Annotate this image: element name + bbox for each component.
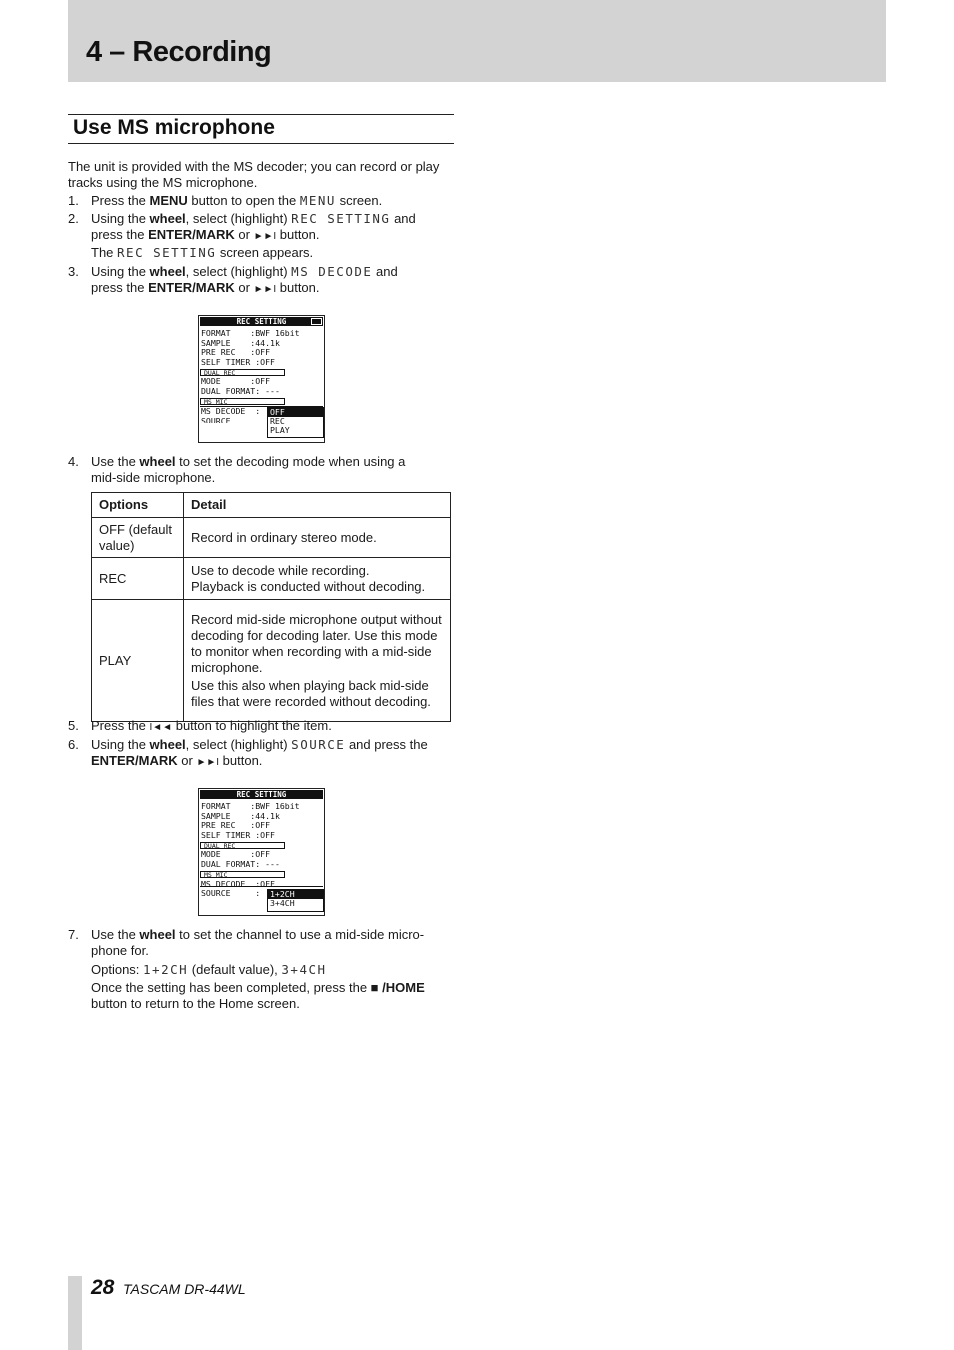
table-row	[92, 558, 451, 600]
step-7-done: Once the setting has been completed, press the ■ /HOME	[91, 980, 425, 995]
step-2-text-line2: press the ENTER/MARK or ►►I button.	[91, 227, 320, 242]
step-2-text: Using the wheel, select (highlight) REC SETTING and	[91, 211, 416, 226]
lcd-divider	[200, 886, 323, 887]
table-cell-option: PLAY	[92, 600, 184, 722]
step-number: 3.	[68, 264, 79, 279]
step-1-text: Press the MENU button to open the MENU screen.	[91, 193, 383, 208]
lcd-popup-option: 3+4CH	[270, 898, 295, 908]
step-number: 5.	[68, 718, 79, 733]
lcd-popup-option-selected: 1+2CH	[268, 890, 323, 899]
lcd-popup-option: PLAY	[270, 425, 290, 435]
lcd-row: DUAL FORMAT: ---	[201, 859, 280, 869]
lcd-popup-option-selected: OFF	[268, 408, 323, 417]
footer-bar	[68, 1276, 82, 1350]
lcd-group-box: DUAL REC	[200, 842, 285, 849]
step-7-options: Options: 1+2CH (default value), 3+4CH	[91, 962, 327, 977]
section-title: Use MS microphone	[73, 116, 275, 139]
lcd-row-selected: SOURCE :	[201, 888, 261, 898]
step-3-text-line2: press the ENTER/MARK or ►►I button.	[91, 280, 320, 295]
step-7-text: Use the wheel to set the channel to use a mid-side micro-	[91, 927, 425, 942]
lcd-row: SAMPLE :44.1k	[201, 338, 280, 348]
step-4-text-line2: mid-side microphone.	[91, 470, 216, 485]
table-cell-detail: Record mid-side microphone output without decoding for decoding later. Use this mode to monitor when recording with a mid-side microphone. Use this also when playing back mid-side files that were recorded without decoding.	[184, 600, 451, 722]
lcd-row: PRE REC :OFF	[201, 347, 271, 357]
step-6-text: Using the wheel, select (highlight) SOURCE and press the	[91, 737, 428, 752]
skip-back-icon: I◄◄	[149, 722, 173, 733]
table-header: Detail	[184, 493, 451, 518]
lcd-row: DUAL FORMAT: ---	[201, 386, 280, 396]
lcd-row: MS DECODE :OFF	[201, 880, 275, 886]
step-5-text: Press the I◄◄ button to highlight the item.	[91, 718, 332, 733]
lcd-group-box: MS MIC	[200, 398, 285, 405]
table-cell-option: REC	[92, 558, 184, 600]
table-cell-option: OFF (default value)	[92, 518, 184, 558]
lcd-row: SELF TIMER :OFF	[201, 830, 275, 840]
step-number: 4.	[68, 454, 79, 469]
step-3-text: Using the wheel, select (highlight) MS DECODE and	[91, 264, 398, 279]
table-row	[92, 518, 451, 558]
battery-icon	[311, 318, 322, 325]
table-cell-detail: Use to decode while recording. Playback is conducted without decoding.	[184, 558, 451, 600]
skip-forward-icon: ►►I	[253, 284, 277, 295]
skip-forward-icon: ►►I	[253, 231, 277, 242]
step-4-text: Use the wheel to set the decoding mode when using a	[91, 454, 406, 469]
step-number: 7.	[68, 927, 79, 942]
lcd-row-selected: MS DECODE :	[201, 406, 261, 416]
lcd-screen-ms-decode	[198, 315, 325, 443]
table-row	[92, 600, 451, 722]
table-header: Options	[92, 493, 184, 518]
skip-forward-icon: ►►I	[196, 757, 220, 768]
stop-icon: ■	[370, 980, 379, 995]
section-rule-top	[68, 114, 454, 115]
step-7-done-line2: button to return to the Home screen.	[91, 996, 300, 1011]
lcd-row: FORMAT :BWF 16bit	[201, 328, 300, 338]
step-6-text-line2: ENTER/MARK or ►►I button.	[91, 753, 263, 768]
lcd-row: MODE :OFF	[201, 849, 271, 859]
product-name: TASCAM DR-44WL	[123, 1281, 246, 1297]
step-number: 2.	[68, 211, 79, 226]
lcd-row: SOURCE	[201, 417, 231, 423]
step-2-result: The REC SETTING screen appears.	[91, 245, 314, 260]
lcd-row: FORMAT :BWF 16bit	[201, 801, 300, 811]
intro-paragraph: The unit is provided with the MS decoder; you can record or play tracks using the MS microphone.	[68, 159, 440, 190]
table-cell-detail: Record in ordinary stereo mode.	[184, 518, 451, 558]
lcd-row: SELF TIMER :OFF	[201, 357, 275, 367]
lcd-popup	[267, 407, 324, 438]
lcd-group-box: DUAL REC	[200, 369, 285, 376]
section-rule-bottom	[68, 143, 454, 144]
lcd-popup-option: REC	[270, 416, 285, 426]
table-header-row	[92, 493, 451, 518]
page-number: 28	[91, 1276, 115, 1299]
lcd-header: REC SETTING	[200, 317, 323, 326]
lcd-group-box: MS MIC	[200, 871, 285, 878]
lcd-header: REC SETTING	[200, 790, 323, 799]
step-number: 6.	[68, 737, 79, 752]
step-7-text-line2: phone for.	[91, 943, 149, 958]
lcd-popup	[267, 889, 324, 912]
lcd-row: MODE :OFF	[201, 376, 271, 386]
options-table	[91, 492, 451, 722]
chapter-title: 4 – Recording	[86, 36, 272, 68]
lcd-row: PRE REC :OFF	[201, 820, 271, 830]
lcd-row: SAMPLE :44.1k	[201, 811, 280, 821]
step-number: 1.	[68, 193, 79, 208]
lcd-screen-source	[198, 788, 325, 916]
